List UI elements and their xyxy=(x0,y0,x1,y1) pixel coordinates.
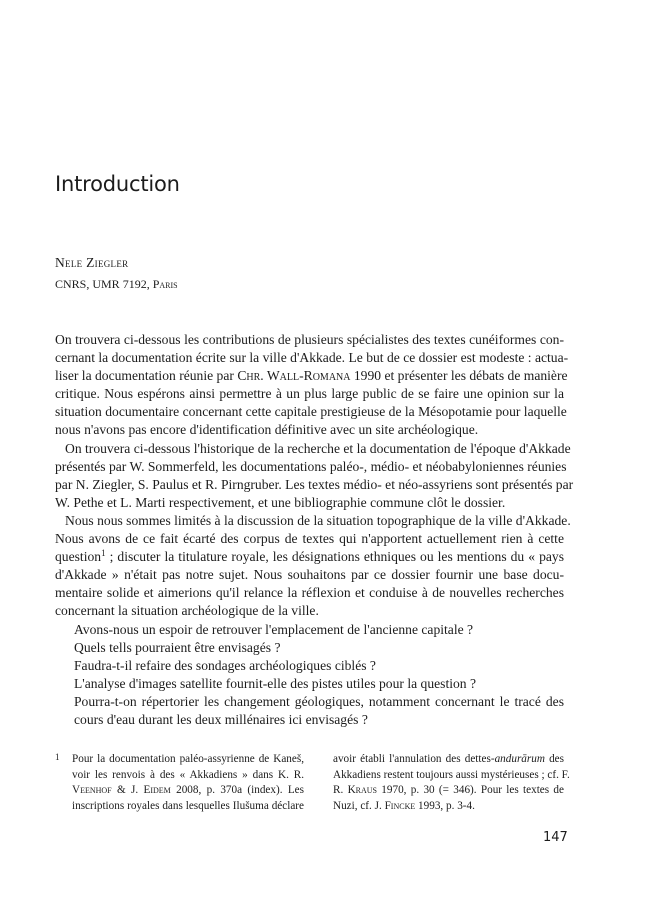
footnote-reference[interactable]: 1 xyxy=(101,548,106,559)
body-line: cernant la documentation écrite sur la ville d'Akkade. Le but de ce dossier est modeste : actua- xyxy=(55,350,569,366)
footnote-line: inscriptions royales dans lesquelles Ilušuma déclare xyxy=(72,799,304,812)
footnote-left-column xyxy=(72,752,304,814)
text-span: 1990 et présenter les débats de manière xyxy=(350,368,568,384)
footnote-line: Akkadiens restent toujours aussi mystérieuses ; cf. F. xyxy=(333,768,570,781)
citation-author: Kraus xyxy=(347,784,377,797)
body-line: critique. Nous espérons ainsi permettre à un plus large public de se faire une opinion sur la xyxy=(55,386,564,402)
text-span: 1993, p. 3-4. xyxy=(415,799,475,812)
body-line: situation documentaire concernant cette capitale prestigieuse de la Mésopotamie pour laquelle xyxy=(55,404,567,420)
text-span: Nuzi, cf. J. xyxy=(333,799,385,812)
body-line: mentaire solide et aimerions qu'il relance la réflexion et conduise à de nouvelles recherches xyxy=(55,585,564,601)
text-span: 2008, p. 370a (index). Les xyxy=(170,784,304,797)
question-line: Avons-nous un espoir de retrouver l'emplacement de l'ancienne capitale ? xyxy=(74,621,474,637)
body-line: d'Akkade » n'était pas notre sujet. Nous souhaitons par ce dossier fournir une base docu- xyxy=(55,567,564,583)
footnote-line: voir les renvois à des « Akkadiens » dans K. R. xyxy=(72,768,304,781)
author-name: Nele Ziegler xyxy=(55,255,129,270)
question-line: Quels tells pourraient être envisagés ? xyxy=(74,639,281,655)
text-span: des xyxy=(544,753,564,765)
body-line: On trouvera ci-dessous l'historique de la recherche et la documentation de l'époque d'Akkade xyxy=(65,440,571,456)
author-affiliation xyxy=(55,277,178,292)
body-line xyxy=(55,548,564,566)
affiliation-city: Paris xyxy=(152,277,178,291)
body-line: nous n'avons pas encore d'identification définitive avec un site archéologique. xyxy=(55,422,479,438)
body-line xyxy=(55,367,568,385)
body-line: présentés par W. Sommerfeld, les documentations paléo-, médio- et néobabyloniennes réunies xyxy=(55,458,567,474)
citation-author: Veenhof & J. Eidem xyxy=(72,784,171,797)
text-span: ; discuter la titulature royale, les désignations ethniques ou les mentions du « pays xyxy=(105,549,564,565)
question-line: cours d'eau durant les deux millénaires ici envisagés ? xyxy=(74,711,368,727)
body-line: concernant la situation archéologique de la ville. xyxy=(55,603,319,619)
citation-author: Chr. Wall-Romana xyxy=(237,368,351,384)
text-span: avoir établi l'annulation des dettes- xyxy=(333,753,495,765)
text-span: 1970, p. 30 (= 346). Pour les textes de xyxy=(376,784,564,797)
body-line: W. Pethe et L. Marti respectivement, et une bibliographie commune clôt le dossier. xyxy=(55,494,506,510)
footnote-line xyxy=(72,783,304,799)
text-span: liser la documentation réunie par xyxy=(55,368,238,384)
body-line: On trouvera ci-dessous les contributions de plusieurs spécialistes des textes cunéiformes con- xyxy=(55,332,564,347)
question-line: Faudra-t-il refaire des sondages archéologiques ciblés ? xyxy=(74,657,376,673)
question-line: L'analyse d'images satellite fournit-elle des pistes utiles pour la question ? xyxy=(74,675,477,691)
question-line: Pourra-t-on répertorier les changement géologiques, notamment concernant le tracé des xyxy=(74,693,564,709)
footnote-right-column xyxy=(333,752,570,814)
page-number: 147 xyxy=(543,830,568,845)
body-text xyxy=(55,331,574,729)
italic-term: andurārum xyxy=(494,753,545,765)
text-span: question xyxy=(55,549,102,565)
citation-author: Fincke xyxy=(384,799,416,812)
affiliation-org: CNRS, UMR 7192, xyxy=(55,277,150,291)
page-title: Introduction xyxy=(55,172,180,196)
body-line: Nous avons de ce fait écarté des corpus de textes qui n'apportent actuellement rien à cette xyxy=(55,531,564,547)
footnote-line xyxy=(333,799,564,815)
body-line: Nous nous sommes limités à la discussion de la situation topographique de la ville d'Akkade. xyxy=(65,512,571,528)
body-line: par N. Ziegler, S. Paulus et R. Pirngruber. Les textes médio- et néo-assyriens sont présentés par xyxy=(55,476,574,492)
footnote-mark: 1 xyxy=(55,752,60,762)
footnote-line: Pour la documentation paléo-assyrienne de Kaneš, xyxy=(72,753,304,765)
text-span: R. xyxy=(333,784,348,797)
footnote-line xyxy=(333,783,564,799)
footnote-line xyxy=(333,752,564,768)
